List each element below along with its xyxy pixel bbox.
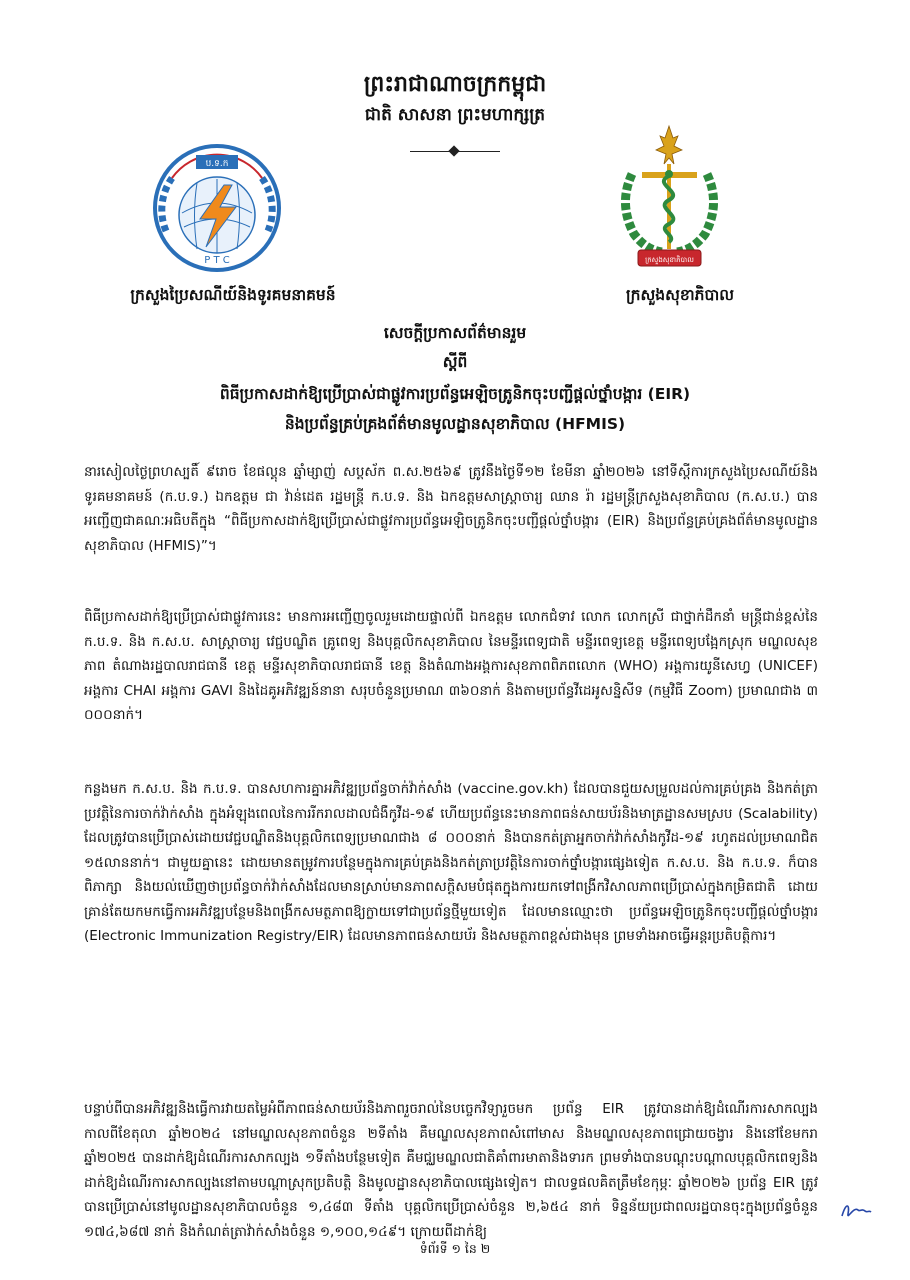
moh-logo-icon — [612, 124, 727, 276]
paragraph-4: បន្ទាប់ពីបានអភិវឌ្ឍនិងធ្វើការវាយតម្លៃអំពីភាពធន់សាយប័រនិងភាពរួចរាល់នៃបច្ចេកវិទ្យារួចមក ប្រព័ន្ធ EIR ត្រូវបានដាក់ឱ្យដំណើរការសាកល្បងកាលពីខែតុលា ឆ្នាំ២០២៤ នៅមណ្ឌលសុខភាពចំនួន ២ទីតាំង គឺមណ្ឌលសុខភាពសំពៅមាស និងមណ្ឌលសុខភាពជ្រោយចង្វារ និងនៅខែមករា ឆ្នាំ២០២៥ បានដាក់ឱ្យដំណើរការសាកល្បង ១ទីតាំងបន្ថែមទៀត គឺមជ្ឈមណ្ឌលជាតិគាំពារមាតានិងទារក ព្រមទាំងបានបណ្តុះបណ្តាលបុគ្គលិកពេទ្យនិងដាក់ឱ្យដំណើរការសាកល្បងនៅតាមបណ្តាស្រុកប្រតិបត្តិ និងមូលដ្ឋានសុខាភិបាលផ្សេងទៀត។ ជាលទ្ធផលគិតត្រឹមខែកុម្ភៈ ឆ្នាំ២០២៦ ប្រព័ន្ធ EIR ត្រូវបានប្រើប្រាស់នៅមូលដ្ឋានសុខាភិបាលចំនួន ១,៤៨៣ ទីតាំង បុគ្គលិកប្រើប្រាស់ចំនួន ២,៦៥៤ នាក់ ទិន្នន័យប្រជាពលរដ្ឋបានចុះក្នុងប្រព័ន្ធចំនួន ១៧៤,៦៨៧ នាក់ និងកំណត់ត្រាវ៉ាក់សាំងចំនួន ១,១០០,១៤៩។ ក្រោយពីដាក់ឱ្យ — [84, 1101, 818, 1240]
ptc-logo-text-top: ប.ទ.ក — [205, 159, 229, 169]
ornament-divider — [410, 151, 500, 152]
document-subtitle-regarding: ស្តីពី — [442, 353, 468, 371]
paragraph-2: ពិធីប្រកាសដាក់ឱ្យប្រើប្រាស់ជាផ្លូវការនេះ មានការអញ្ជើញចូលរួមដោយផ្ទាល់ពី ឯកឧត្តម លោកជំទាវ លោក លោកស្រី ជាថ្នាក់ដឹកនាំ មន្ត្រីជាន់ខ្ពស់នៃ ក.ប.ទ. និង ក.ស.ប. សាស្ត្រាចារ្យ វេជ្ជបណ្ឌិត គ្រូពេទ្យ និងបុគ្គលិកសុខាភិបាល នៃមន្ទីរពេទ្យជាតិ មន្ទីរពេទ្យខេត្ត មន្ទីរពេទ្យបង្អែកស្រុក មណ្ឌលសុខភាព តំណាងរដ្ឋបាលរាជធានី ខេត្ត មន្ទីរសុខាភិបាលរាជធានី ខេត្ត និងតំណាងអង្គការសុខភាពពិភពលោក (WHO) អង្គការយូនីសេហ្វ (UNICEF) អង្គការ CHAI អង្គការ GAVI និងដៃគូអភិវឌ្ឍន៍នានា សរុបចំនួនប្រមាណ ៣៦០នាក់ និងតាមប្រព័ន្ធវីដេអូសន្និសីទ (កម្មវិធី Zoom) ប្រមាណជាង ៣ ០០០នាក់។ — [84, 609, 818, 723]
moh-logo-ribbon-text: ក្រសួងសុខាភិបាល — [645, 256, 694, 264]
paragraph-1: នារសៀលថ្ងៃព្រហស្បតិ៍ ៩រោច ខែផល្គុន ឆ្នាំម្សាញ់ សប្តស័ក ព.ស.២៥៦៩ ត្រូវនឹងថ្ងៃទី១២ ខែមីនា ឆ្នាំ២០២៦ នៅទីស្តីការក្រសួងប្រៃសណីយ៍និងទូរគមនាគមន៍ (ក.ប.ទ.) ឯកឧត្តម ជា វ៉ាន់ដេត រដ្ឋមន្ត្រី ក.ប.ទ. និង ឯកឧត្តមសាស្ត្រាចារ្យ ឈាន រ៉ា រដ្ឋមន្ត្រីក្រសួងសុខាភិបាល (ក.ស.ប.) បានអញ្ជើញជាគណៈអធិបតីក្នុង “ពិធីប្រកាសដាក់ឱ្យប្រើប្រាស់ជាផ្លូវការប្រព័ន្ធអេឡិចត្រូនិកចុះបញ្ជីផ្តល់ថ្នាំបង្ការ (EIR) និងប្រព័ន្ធគ្រប់គ្រងព័ត៌មានមូលដ្ឋានសុខាភិបាល (HFMIS)”។ — [84, 464, 818, 554]
document-subject-line-1: ពិធីប្រកាសដាក់ឱ្យប្រើប្រាស់ជាផ្លូវការប្រព័ន្ធអេឡិចត្រូនិកចុះបញ្ជីផ្តល់ថ្នាំបង្ការ (EIR) — [219, 385, 691, 403]
page-number: ទំព័រទី ១ នៃ ២ — [419, 1241, 491, 1256]
ptc-logo-icon — [152, 143, 282, 273]
signature-icon — [838, 1198, 874, 1222]
kingdom-heading: ព្រះរាជាណាចក្រកម្ពុជា — [363, 72, 547, 97]
ptc-logo-text-bottom: P T C — [204, 255, 230, 266]
ministry-health: ក្រសួងសុខាភិបាល — [626, 286, 734, 304]
document-subject-line-2: និងប្រព័ន្ធគ្រប់គ្រងព័ត៌មានមូលដ្ឋានសុខាភិបាល (HFMIS) — [284, 415, 626, 433]
paragraph-3: កន្លងមក ក.ស.ប. និង ក.ប.ទ. បានសហការគ្នាអភិវឌ្ឍប្រព័ន្ធចាក់វ៉ាក់សាំង (vaccine.gov.kh) ដែលបានជួយសម្រួលដល់ការគ្រប់គ្រង និងកត់ត្រាប្រវត្តិនៃការចាក់វ៉ាក់សាំង ក្នុងអំឡុងពេលនៃការរីករាលដាលជំងឺកូវីដ-១៩ ហើយប្រព័ន្ធនេះមានភាពធន់សាយប័រនិងមាត្រដ្ឋានសមស្រប (Scalability) ដែលត្រូវបានប្រើប្រាស់ដោយវេជ្ជបណ្ឌិតនិងបុគ្គលិកពេទ្យប្រមាណជាង ៨ ០០០នាក់ និងបានកត់ត្រាអ្នកចាក់វ៉ាក់សាំងកូវីដ-១៩ រហូតដល់ប្រមាណជិត ១៥លាននាក់។ ជាមួយគ្នានេះ ដោយមានតម្រូវការបន្ថែមក្នុងការគ្រប់គ្រងនិងកត់ត្រាប្រវត្តិនៃការចាក់ថ្នាំបង្ការផ្សេងទៀត ក.ស.ប. និង ក.ប.ទ. ក៏បានពិភាក្សា និងយល់ឃើញថាប្រព័ន្ធចាក់វ៉ាក់សាំងដែលមានស្រាប់មានភាពសក្តិសមបំផុតក្នុងការយកទៅពង្រីកវិសាលភាពប្រើប្រាស់ក្នុងកម្រិតជាតិ ដោយគ្រាន់តែយកមកធ្វើការអភិវឌ្ឍបន្ថែមនិងពង្រីកសមត្ថភាពឱ្យក្លាយទៅជាប្រព័ន្ធថ្មីមួយទៀត ដែលមានឈ្មោះថា ប្រព័ន្ធអេឡិចត្រូនិកចុះបញ្ជីផ្តល់ថ្នាំបង្ការ (Electronic Immunization Registry/EIR) ដែលមានភាពធន់សាយប័រ និងសមត្ថភាពខ្ពស់ជាងមុន ព្រមទាំងអាចធ្វើអន្តរប្រតិបត្តិការ។ — [84, 781, 818, 944]
document-title: សេចក្តីប្រកាសព័ត៌មានរួម — [383, 324, 527, 342]
motto-heading: ជាតិ សាសនា ព្រះមហាក្សត្រ — [364, 105, 546, 125]
ministry-posts-telecom: ក្រសួងប្រៃសណីយ៍និងទូរគមនាគមន៍ — [130, 286, 336, 304]
